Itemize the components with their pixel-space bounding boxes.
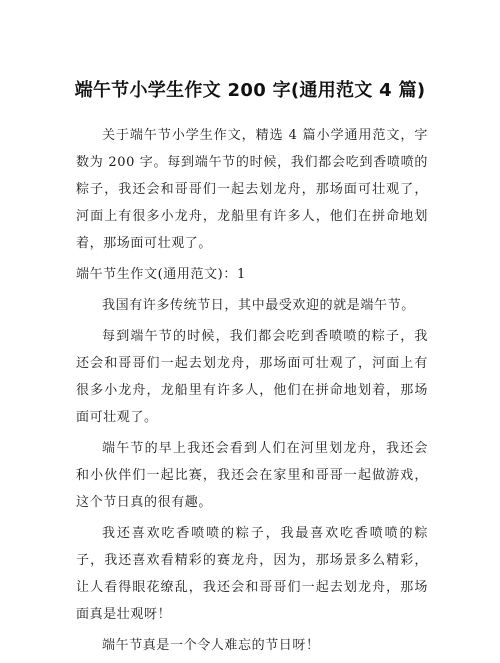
intro-paragraph: 关于端午节小学生作文，精选 4 篇小学通用范文，字数为 200 字。每到端午节的时候，我们都会吃到香喷喷的粽子，我还会和哥哥们一起去划龙舟，那场面可壮观了，河面上有很多小龙舟，龙船里有许多人，他们在拼命地划着，那场面可壮观了。 [76, 128, 428, 251]
body-paragraph: 端午节真是一个令人难忘的节日呀！ [102, 638, 320, 653]
document-title: 端午节小学生作文 200 字(通用范文 4 篇) [74, 80, 426, 101]
body-paragraph: 每到端午节的时候，我们都会吃到香喷喷的粽子，我还会和哥哥们一起去划龙舟，那场面可壮观了，河面上有很多小龙舟，龙船里有许多人，他们在拼命地划着，那场面可壮观了。 [76, 329, 428, 425]
section-heading: 端午节生作文(通用范文)：1 [76, 267, 246, 282]
document-body [76, 122, 428, 663]
body-paragraph: 我还喜欢吃香喷喷的粽子，我最喜欢吃香喷喷的粽子，我还喜欢看精彩的赛龙舟，因为，那场景多么精彩，让人看得眼花缭乱，我还会和哥哥们一起去划龙舟，那场面真是壮观呀！ [76, 526, 428, 622]
body-paragraph: 我国有许多传统节日，其中最受欢迎的就是端午节。 [102, 298, 415, 313]
body-paragraph: 端午节的早上我还会看到人们在河里划龙舟，我还会和小伙伴们一起比赛，我还会在家里和哥哥一起做游戏，这个节日真的很有趣。 [76, 441, 428, 510]
